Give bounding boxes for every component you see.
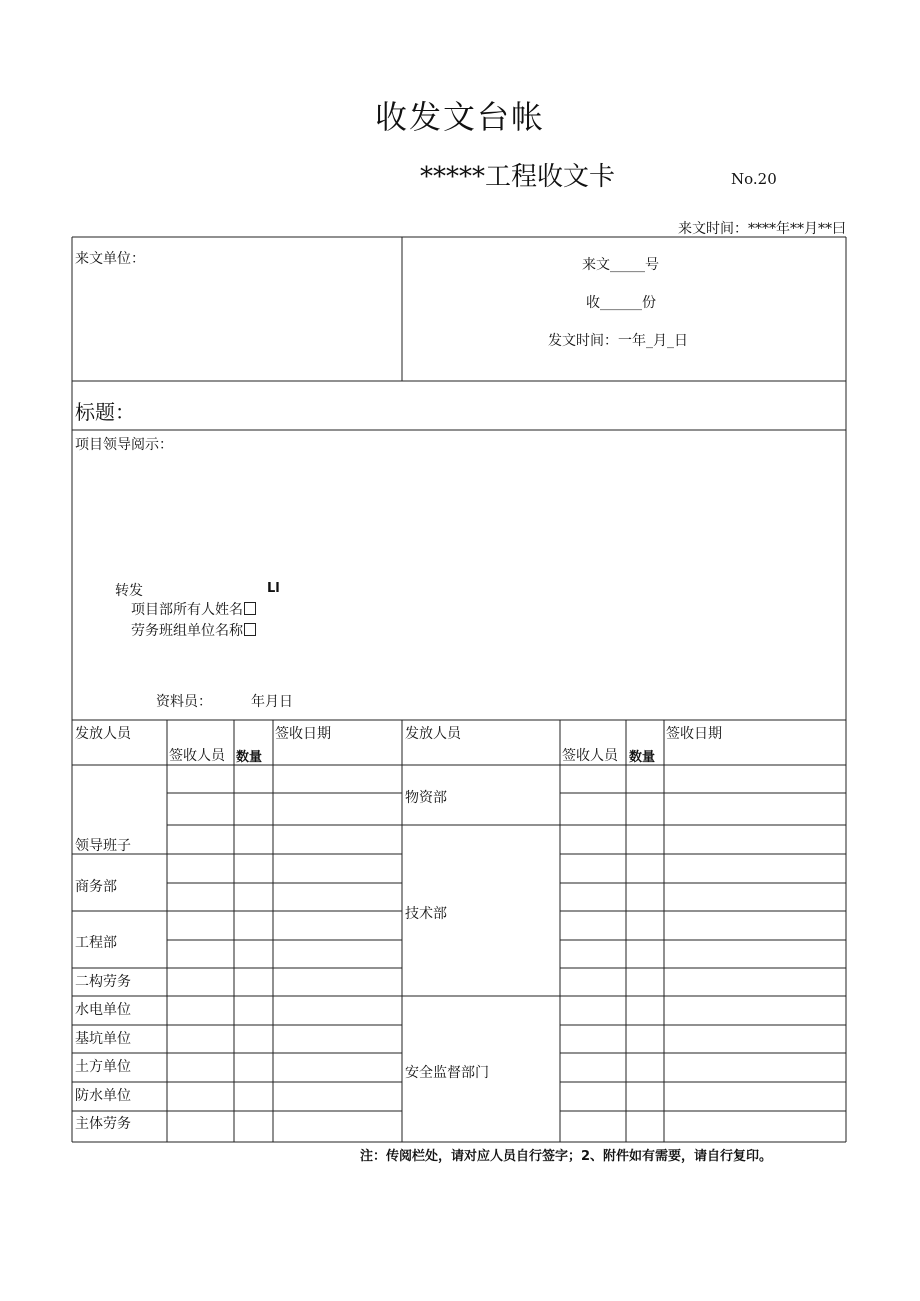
checkbox-icon[interactable] bbox=[244, 623, 256, 636]
forward-option-labor-label: 劳务班组单位名称 bbox=[131, 623, 243, 639]
issue-time-field[interactable]: 发文时间：一年_月_日 bbox=[548, 333, 688, 349]
document-number: No.20 bbox=[731, 170, 777, 188]
header-distributor: 发放人员 bbox=[75, 726, 131, 742]
checkbox-icon[interactable] bbox=[244, 602, 256, 615]
header-quantity: 数量 bbox=[236, 750, 263, 765]
dept-main-structure-labor: 主体劳务 bbox=[75, 1116, 131, 1132]
receive-time: 来文时间：****年**月**曰 bbox=[678, 221, 846, 237]
dept-business: 商务部 bbox=[75, 879, 117, 895]
header-signer: 签收人员 bbox=[562, 748, 618, 764]
dept-materials: 物资部 bbox=[405, 790, 447, 806]
header-sign-date: 签收日期 bbox=[666, 726, 722, 742]
footnote: 注：传阅栏处，请对应人员自行签字；2、附件如有需要，请自行复印。 bbox=[360, 1149, 773, 1164]
clerk-label: 资料员： bbox=[156, 694, 212, 710]
header-sign-date: 签收日期 bbox=[275, 726, 331, 742]
instruction-label: 项目领导阅示： bbox=[75, 437, 173, 453]
forward-option-staff[interactable] bbox=[131, 599, 256, 619]
dept-secondary-labor: 二构劳务 bbox=[75, 974, 131, 990]
card-title: *****工程收文卡 bbox=[420, 162, 616, 192]
doc-number-field[interactable]: 来文_____号 bbox=[582, 257, 659, 273]
dept-waterproofing: 防水单位 bbox=[75, 1088, 131, 1104]
sender-unit-label: 来文单位： bbox=[75, 251, 145, 267]
dept-earthwork: 土方单位 bbox=[75, 1059, 131, 1075]
dept-plumbing-electrical: 水电单位 bbox=[75, 1002, 131, 1018]
dept-leadership: 领导班子 bbox=[75, 838, 131, 854]
forward-option-labor[interactable] bbox=[131, 620, 256, 640]
header-signer: 签收人员 bbox=[169, 748, 225, 764]
dept-foundation-pit: 基坑单位 bbox=[75, 1031, 131, 1047]
forward-label: 转发 bbox=[115, 583, 143, 599]
header-quantity: 数量 bbox=[629, 750, 656, 765]
dept-safety-supervision: 安全监督部门 bbox=[405, 1065, 489, 1081]
forward-option-staff-label: 项目部所有人姓名 bbox=[131, 602, 243, 618]
dept-engineering: 工程部 bbox=[75, 935, 117, 951]
header-distributor: 发放人员 bbox=[405, 726, 461, 742]
clerk-date: 年月日 bbox=[251, 694, 293, 710]
copies-field[interactable]: 收______份 bbox=[586, 295, 656, 311]
subject-label: 标题： bbox=[75, 400, 135, 424]
page-title: 收发文台帐 bbox=[374, 98, 545, 136]
forward-mark: Ll bbox=[267, 581, 280, 596]
dept-technical: 技术部 bbox=[405, 906, 447, 922]
